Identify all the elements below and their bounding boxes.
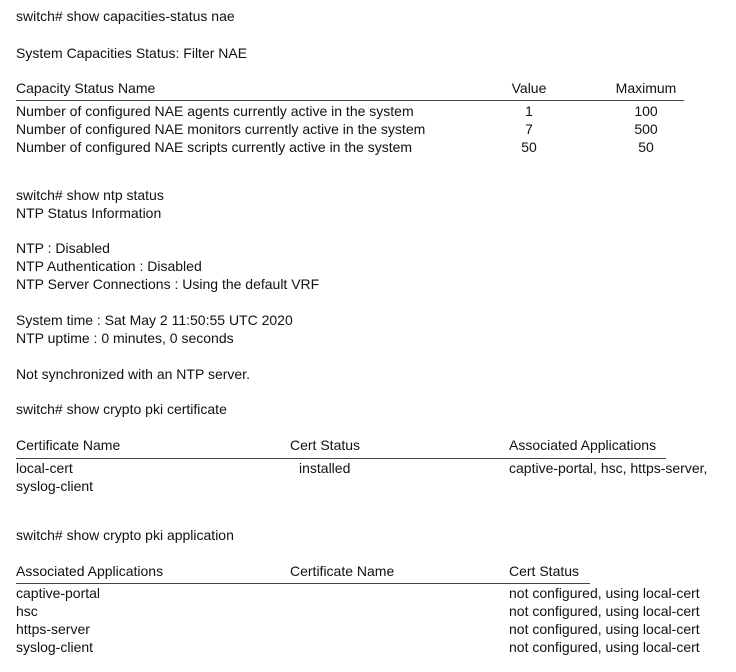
command-show-capacities: switch# show capacities-status nae xyxy=(16,8,235,24)
nae-row-name: Number of configured NAE agents currently active in the system xyxy=(16,103,414,119)
app-row-status: not configured, using local-cert xyxy=(509,621,700,637)
ntp-system-time: System time : Sat May 2 11:50:55 UTC 2020 xyxy=(16,312,293,328)
app-row-app: hsc xyxy=(16,603,38,619)
app-header-name: Certificate Name xyxy=(290,563,395,579)
nae-row-value: 50 xyxy=(521,139,537,155)
nae-title: System Capacities Status: Filter NAE xyxy=(16,45,248,61)
nae-header-name: Capacity Status Name xyxy=(16,80,156,96)
nae-row-maximum: 50 xyxy=(638,139,654,155)
ntp-title: NTP Status Information xyxy=(16,205,162,221)
ntp-uptime: NTP uptime : 0 minutes, 0 seconds xyxy=(16,330,234,346)
cert-header-apps: Associated Applications xyxy=(509,437,657,453)
nae-row-name: Number of configured NAE scripts currently active in the system xyxy=(16,139,413,155)
nae-header-maximum: Maximum xyxy=(615,80,677,96)
ntp-auth-line: NTP Authentication : Disabled xyxy=(16,258,202,274)
nae-header-value: Value xyxy=(511,80,547,96)
app-row-status: not configured, using local-cert xyxy=(509,639,700,655)
nae-row-name: Number of configured NAE monitors currently active in the system xyxy=(16,121,426,137)
command-show-pki-certificate: switch# show crypto pki certificate xyxy=(16,401,227,417)
app-header-status: Cert Status xyxy=(509,563,580,579)
app-row-app: https-server xyxy=(16,621,90,637)
ntp-sync-status: Not synchronized with an NTP server. xyxy=(16,366,250,382)
app-header-rule xyxy=(16,583,590,584)
ntp-server-line: NTP Server Connections : Using the default VRF xyxy=(16,276,320,292)
nae-row-value: 7 xyxy=(525,121,533,137)
cert-row-wrap: syslog-client xyxy=(16,478,94,494)
app-row-status: not configured, using local-cert xyxy=(509,603,700,619)
cert-header-status: Cert Status xyxy=(290,437,361,453)
command-show-pki-application: switch# show crypto pki application xyxy=(16,527,234,543)
cert-header-name: Certificate Name xyxy=(16,437,121,453)
nae-row-value: 1 xyxy=(525,103,533,119)
cert-row-name: local-cert xyxy=(16,460,73,476)
app-row-status: not configured, using local-cert xyxy=(509,585,700,601)
app-row-app: syslog-client xyxy=(16,639,94,655)
command-show-ntp: switch# show ntp status xyxy=(16,187,164,203)
nae-header-rule xyxy=(16,100,684,101)
app-header-apps: Associated Applications xyxy=(16,563,164,579)
ntp-status-line: NTP : Disabled xyxy=(16,240,110,256)
cert-row-status: installed xyxy=(299,460,351,476)
nae-row-maximum: 500 xyxy=(634,121,658,137)
app-row-app: captive-portal xyxy=(16,585,101,601)
cert-row-apps: captive-portal, hsc, https-server, xyxy=(509,460,708,476)
nae-row-maximum: 100 xyxy=(634,103,658,119)
